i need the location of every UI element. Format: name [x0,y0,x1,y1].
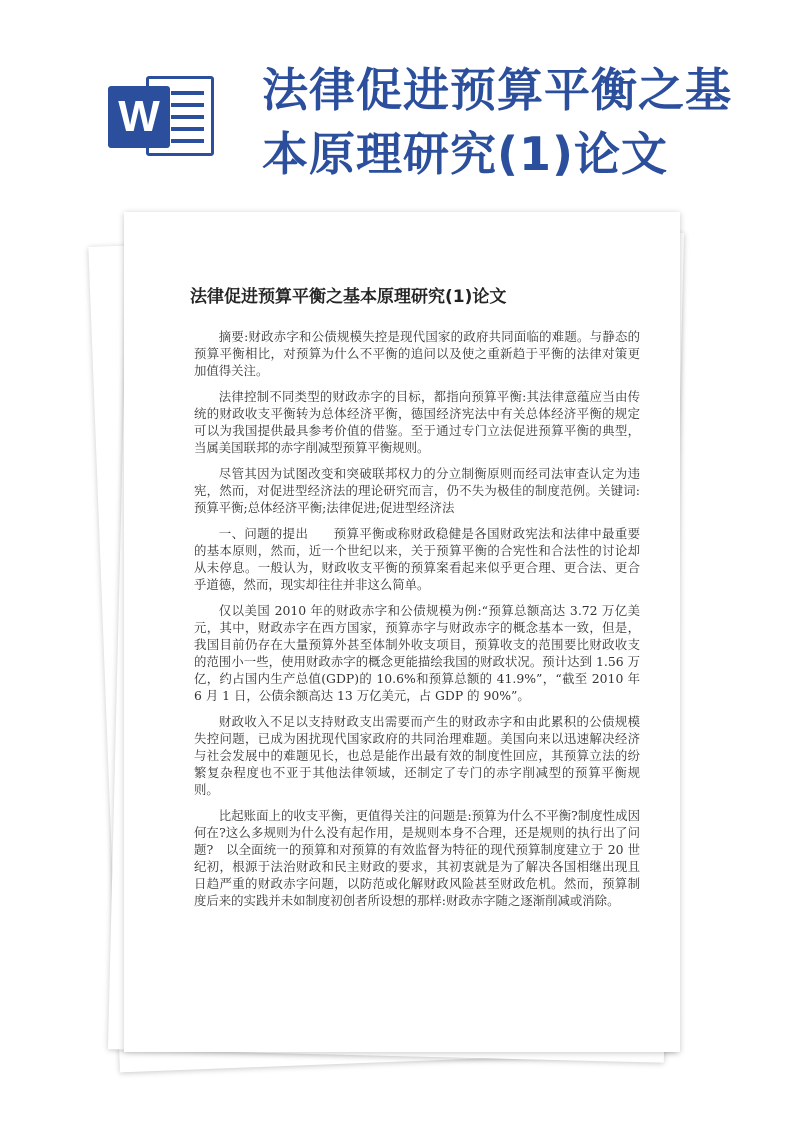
paragraph: 财政收入不足以支持财政支出需要而产生的财政赤字和由此累积的公债规模失控问题，已成为困扰现代国家政府的共同治理难题。美国向来以迅速解决经济与社会发展中的难题见长，也总是能作出最有效的制度性回应，其预算立法的纷繁复杂程度也不亚于其他法律领域，还制定了专门的赤字削减型的预算平衡规则。 [194,714,640,797]
paragraph: 尽管其因为试图改变和突破联邦权力的分立制衡原则而经司法审查认定为违宪，然而，对促进型经济法的理论研究而言，仍不失为极佳的制度范例。关键词: 预算平衡;总体经济平衡;法律促进;促进型经济法 [194,466,640,515]
header-title: 法律促进预算平衡之基本原理研究(1)论文 [262,63,732,181]
paragraph: 比起账面上的收支平衡，更值得关注的问题是:预算为什么不平衡?制度性成因何在?这么多规则为什么没有起作用，是规则本身不合理，还是规则的执行出了问题? 以全面统一的预算和对预算的有效监督为特征的现代预算制度建立于 20 世纪初，根源于法治财政和民主财政的要求，其初衷就是为了解决各国相继出现且日趋严重的财政赤字问题，以防范或化解财政风险甚至财政危机。然而，预算制度后来的实践并未如制度初创者所设想的那样:财政赤字随之逐渐削减或消除。 [194,808,640,908]
paragraph: 摘要:财政赤字和公债规模失控是现代国家的政府共同面临的难题。与静态的预算平衡相比，对预算为什么不平衡的追问以及使之重新趋于平衡的法律对策更加值得关注。 [194,329,640,378]
page-title: 法律促进预算平衡之基本原理研究(1)论文 [190,287,507,307]
word-badge: W [108,86,170,148]
paragraph: 一、问题的提出 预算平衡或称财政稳健是各国财政宪法和法律中最重要的基本原则，然而，近一个世纪以来，关于预算平衡的合宪性和合法性的讨论却从未停息。一般认为，财政收支平衡的预算案看起来似乎更合理、更合法、更合乎道德，然而，现实却往往并非这么简单。 [194,526,640,592]
paragraph: 仅以美国 2010 年的财政赤字和公债规模为例:“预算总额高达 3.72 万亿美元，其中，财政赤字在西方国家，预算赤字与财政赤字的概念基本一致，但是，我国目前仍存在大量预算外甚至体制外收支项目，预算收支的范围要比财政收支的范围小一些，使用财政赤字的概念更能描绘我国的财政状况。预计达到 1.56 万亿，约占国内生产总值(GDP)的 10.6%和预算总额的 41.9%”，“截至 2010 年 6 月 1 日，公债余额高达 13 万亿美元，占 GDP 的 90%”。 [194,603,640,703]
word-document-icon [108,72,216,160]
document-body [194,328,640,918]
paragraph: 法律控制不同类型的财政赤字的目标，都指向预算平衡:其法律意蕴应当由传统的财政收支平衡转为总体经济平衡，德国经济宪法中有关总体经济平衡的规定可以为我国提供最具参考价值的借鉴。至于通过专门立法促进预算平衡的典型，当属美国联邦的赤字削减型预算平衡规则。 [194,389,640,455]
document-page [124,212,680,1052]
